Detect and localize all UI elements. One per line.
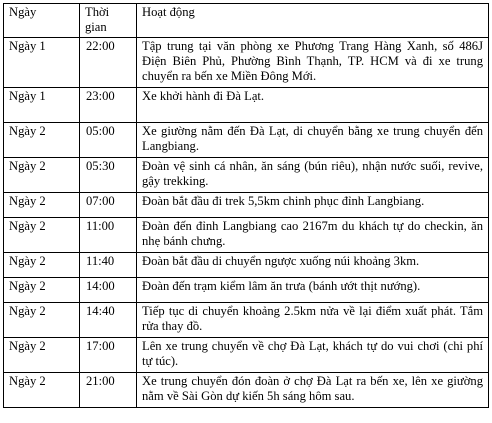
- cell-activity: Xe giường nằm đến Đà Lạt, di chuyển bằng xe trung chuyển đến Langbiang.: [137, 123, 489, 158]
- cell-day: Ngày 2: [4, 253, 80, 278]
- header-time: Thời gian: [80, 4, 137, 38]
- table-header: [4, 4, 489, 38]
- cell-time: 11:40: [80, 253, 137, 278]
- cell-activity: Đoàn bắt đầu di chuyển ngược xuống núi khoảng 3km.: [137, 253, 489, 278]
- cell-activity: Tập trung tại văn phòng xe Phương Trang Hàng Xanh, số 486J Điện Biên Phủ, Phường Bình Thạnh, TP. HCM và đi xe trung chuyển ra bến xe Miền Đông Mới.: [137, 38, 489, 88]
- cell-activity: Đoàn vệ sinh cá nhân, ăn sáng (bún riêu), nhận nước suối, revive, gậy trekking.: [137, 158, 489, 193]
- cell-activity: Tiếp tục di chuyển khoảng 2.5km nửa về lại điểm xuất phát. Tắm rửa thay đồ.: [137, 303, 489, 338]
- cell-activity: Xe trung chuyển đón đoàn ở chợ Đà Lạt ra bến xe, lên xe giường nằm về Sài Gòn dự kiến 5h sáng hôm sau.: [137, 373, 489, 408]
- cell-time: 23:00: [80, 88, 137, 123]
- table-row: [4, 38, 489, 88]
- header-activity: Hoạt động: [137, 4, 489, 38]
- header-day: Ngày: [4, 4, 80, 38]
- cell-day: Ngày 2: [4, 278, 80, 303]
- table-row: [4, 278, 489, 303]
- table-row: [4, 253, 489, 278]
- cell-time: 11:00: [80, 218, 137, 253]
- cell-time: 05:00: [80, 123, 137, 158]
- table-row: [4, 338, 489, 373]
- cell-activity: Xe khởi hành đi Đà Lạt.: [137, 88, 489, 123]
- cell-day: Ngày 2: [4, 218, 80, 253]
- table-row: [4, 373, 489, 408]
- cell-day: Ngày 2: [4, 123, 80, 158]
- table-row: [4, 88, 489, 123]
- cell-activity: Lên xe trung chuyển về chợ Đà Lạt, khách tự do vui chơi (chi phí tự túc).: [137, 338, 489, 373]
- header-row: [4, 4, 489, 38]
- cell-day: Ngày 1: [4, 38, 80, 88]
- cell-time: 21:00: [80, 373, 137, 408]
- cell-time: 07:00: [80, 193, 137, 218]
- cell-day: Ngày 2: [4, 158, 80, 193]
- cell-activity: Đoàn đến đỉnh Langbiang cao 2167m du khách tự do checkin, ăn nhẹ bánh chưng.: [137, 218, 489, 253]
- cell-day: Ngày 2: [4, 338, 80, 373]
- table-row: [4, 123, 489, 158]
- cell-time: 14:00: [80, 278, 137, 303]
- table-body: [4, 38, 489, 408]
- itinerary-table: [3, 3, 489, 408]
- table-row: [4, 218, 489, 253]
- cell-time: 14:40: [80, 303, 137, 338]
- cell-activity: Đoàn bắt đầu đi trek 5,5km chinh phục đỉnh Langbiang.: [137, 193, 489, 218]
- table-row: [4, 303, 489, 338]
- cell-activity: Đoàn đến trạm kiểm lâm ăn trưa (bánh ướt thịt nướng).: [137, 278, 489, 303]
- cell-day: Ngày 2: [4, 303, 80, 338]
- cell-time: 05:30: [80, 158, 137, 193]
- cell-time: 17:00: [80, 338, 137, 373]
- cell-day: Ngày 2: [4, 193, 80, 218]
- table-row: [4, 158, 489, 193]
- table-row: [4, 193, 489, 218]
- cell-time: 22:00: [80, 38, 137, 88]
- cell-day: Ngày 1: [4, 88, 80, 123]
- cell-day: Ngày 2: [4, 373, 80, 408]
